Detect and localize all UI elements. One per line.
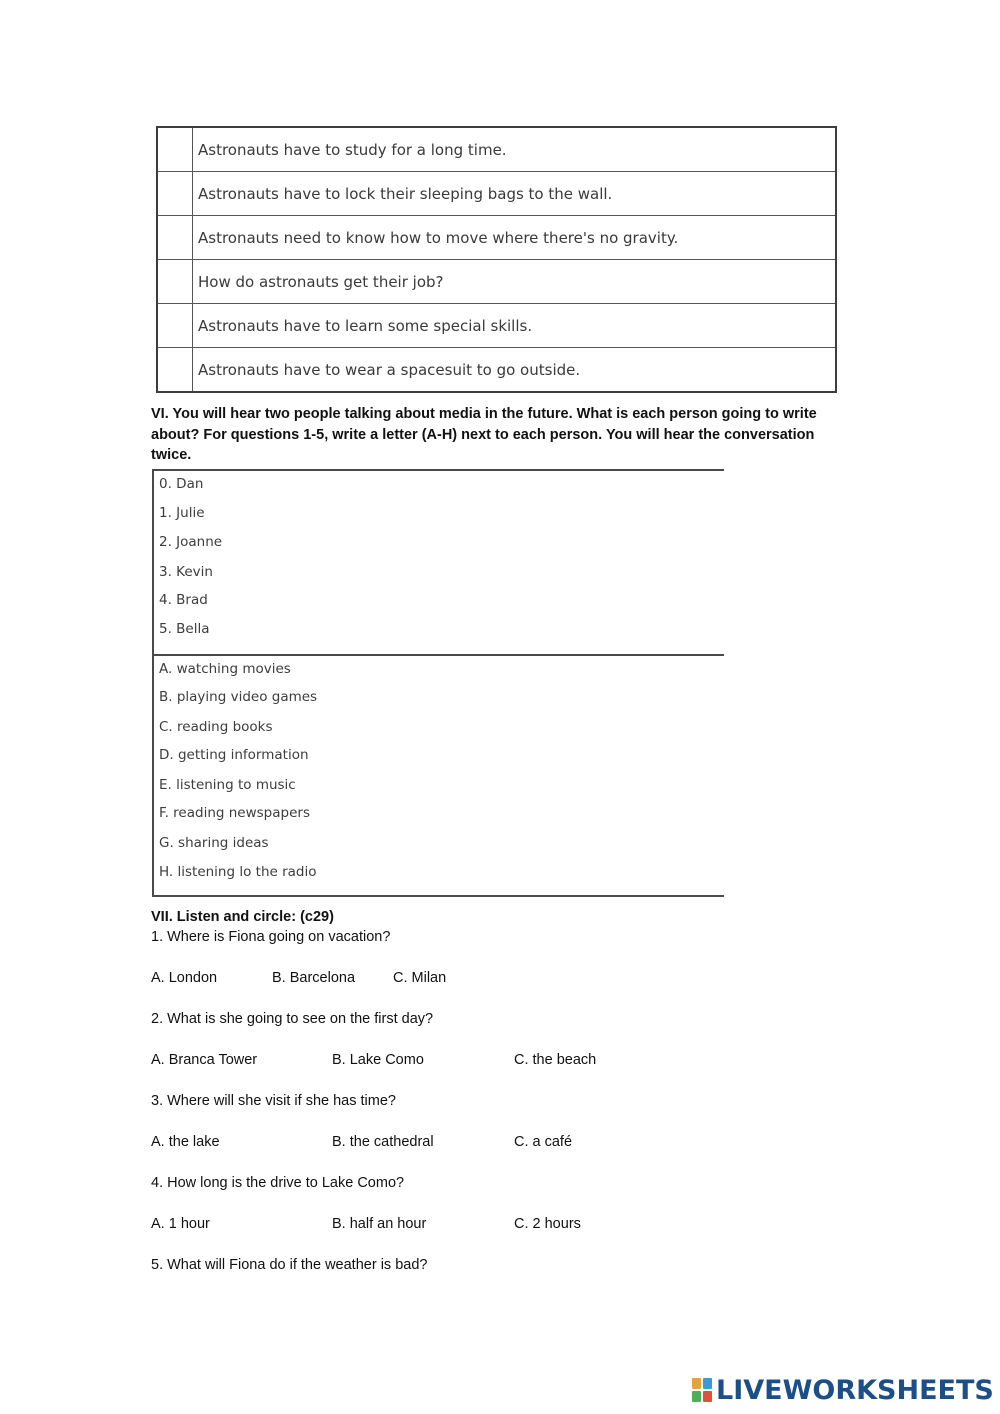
logo-square: [703, 1378, 712, 1389]
option-item: F. reading newspapers: [159, 805, 310, 821]
option-3a[interactable]: A. the lake: [151, 1134, 220, 1150]
option-4c[interactable]: C. 2 hours: [514, 1216, 581, 1232]
option-1c[interactable]: C. Milan: [393, 970, 447, 986]
option-2a[interactable]: A. Branca Tower: [151, 1052, 258, 1068]
person-item: 0. Dan: [159, 476, 204, 492]
person-item: 2. Joanne: [159, 534, 223, 550]
divider: [154, 654, 724, 656]
section-vii-title: VII. Listen and circle: (c29): [151, 909, 334, 925]
statement-text: Astronauts have to lock their sleeping bags to the wall.: [193, 172, 837, 216]
table-row: [157, 304, 836, 348]
option-2c[interactable]: C. the beach: [514, 1052, 597, 1068]
table-row: [157, 127, 836, 172]
option-3b[interactable]: B. the cathedral: [332, 1134, 434, 1150]
option-item: H. listening lo the radio: [159, 864, 317, 880]
statement-text: Astronauts have to study for a long time.: [193, 127, 837, 172]
statements-table: [156, 126, 837, 393]
table-row: [157, 348, 836, 393]
answer-cell[interactable]: [157, 127, 193, 172]
option-item: G. sharing ideas: [159, 835, 269, 851]
logo-square: [692, 1378, 701, 1389]
person-item: 1. Julie: [159, 505, 205, 521]
logo-text: LIVEWORKSHEETS: [716, 1374, 994, 1406]
question-5: 5. What will Fiona do if the weather is bad?: [151, 1257, 428, 1273]
option-item: E. listening to music: [159, 777, 296, 793]
option-1a[interactable]: A. London: [151, 970, 218, 986]
option-4b[interactable]: B. half an hour: [332, 1216, 427, 1232]
person-item: 4. Brad: [159, 592, 208, 608]
person-item: 3. Kevin: [159, 564, 213, 580]
option-item: A. watching movies: [159, 661, 291, 677]
table-row: [157, 216, 836, 260]
section-vi-instruction: VI. You will hear two people talking about media in the future. What is each person going to write about? For questions 1-5, write a letter (A-H) next to each person. You will hear the conversation twice.: [151, 406, 817, 463]
question-3: 3. Where will she visit if she has time?: [151, 1093, 396, 1109]
option-3c[interactable]: C. a café: [514, 1134, 573, 1150]
person-item: 5. Bella: [159, 621, 210, 637]
matching-box: [152, 469, 724, 897]
statement-text: Astronauts need to know how to move where there's no gravity.: [193, 216, 837, 260]
answer-cell[interactable]: [157, 216, 193, 260]
divider: [154, 895, 724, 897]
table-row: [157, 260, 836, 304]
question-2: 2. What is she going to see on the first day?: [151, 1011, 434, 1027]
question-4: 4. How long is the drive to Lake Como?: [151, 1175, 405, 1191]
option-item: B. playing video games: [159, 689, 318, 705]
logo-mark-icon: [692, 1378, 712, 1402]
answer-cell[interactable]: [157, 172, 193, 216]
logo-square: [703, 1391, 712, 1402]
statement-text: Astronauts have to learn some special skills.: [193, 304, 837, 348]
answer-cell[interactable]: [157, 348, 193, 393]
logo-square: [692, 1391, 701, 1402]
question-1: 1. Where is Fiona going on vacation?: [151, 929, 391, 945]
option-item: D. getting information: [159, 747, 309, 763]
answer-cell[interactable]: [157, 260, 193, 304]
divider: [154, 469, 724, 471]
table-row: [157, 172, 836, 216]
option-4a[interactable]: A. 1 hour: [151, 1216, 210, 1232]
option-2b[interactable]: B. Lake Como: [332, 1052, 424, 1068]
liveworksheets-logo: [692, 1374, 994, 1406]
statement-text: Astronauts have to wear a spacesuit to go outside.: [193, 348, 837, 393]
answer-cell[interactable]: [157, 304, 193, 348]
option-item: C. reading books: [159, 719, 273, 735]
statement-text: How do astronauts get their job?: [193, 260, 837, 304]
option-1b[interactable]: B. Barcelona: [272, 970, 356, 986]
